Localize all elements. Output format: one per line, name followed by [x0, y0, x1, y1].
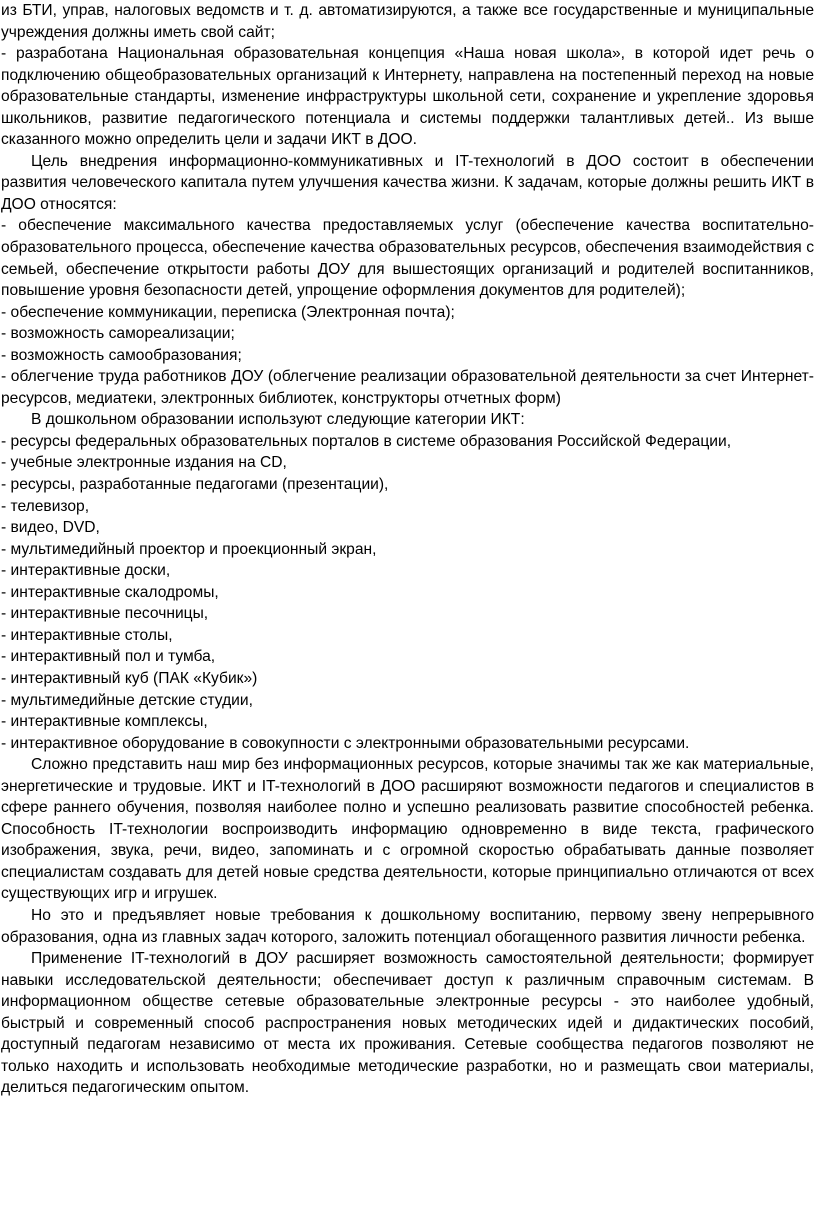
list-item-quality: - обеспечение максимального качества предоставляемых услуг (обеспечение качества воспитательно-образовательного процесса, обеспечение качества образовательных ресурсов, обеспечения взаимодействия с семьей, обеспечение открытости работы ДОУ для вышестоящих организаций и родителей воспитанников, повышение уровня безопасности детей, упрощение оформления документов для родителей);: [1, 217, 814, 300]
list-item-self-realization: - возможность самореализации;: [1, 325, 235, 343]
list-item-federal-portals: - ресурсы федеральных образовательных порталов в системе образования Российской Федерации,: [1, 432, 732, 450]
list-item-cube: - интерактивный куб (ПАК «Кубик»): [1, 669, 258, 687]
paragraph-intro-continuation: из БТИ, управ, налоговых ведомств и т. д. автоматизируются, а также все государственные и муниципальные учреждения должны иметь свой сайт;: [1, 2, 814, 41]
list-item-communication: - обеспечение коммуникации, переписка (Электронная почта);: [1, 303, 455, 321]
paragraph-school-concept: - разработана Национальная образовательная концепция «Наша новая школа», в которой идет речь о подключению общеобразовательных организаций к Интернету, направлена на постепенный переход на новые образовательные стандарты, изменение инфраструктуры школьной сети, сохранение и укрепление здоровья школьников, развитие педагогического потенциала и системы поддержки талантливых детей.. Из выше сказанного можно определить цели и задачи ИКТ в ДОО.: [1, 45, 814, 149]
list-item-staff-work: - облегчение труда работников ДОУ (облегчение реализации образовательной деятельности за счет Интернет-ресурсов, медиатеки, электронных библиотек, конструкторы отчетных форм): [1, 368, 814, 407]
list-item-equipment: - интерактивное оборудование в совокупности с электронными образовательными ресурсами.: [1, 734, 690, 752]
list-item-boards: - интерактивные доски,: [1, 562, 171, 580]
list-item-self-education: - возможность самообразования;: [1, 346, 242, 364]
paragraph-goal: Цель внедрения информационно-коммуникативных и IT-технологий в ДОО состоит в обеспечении развития человеческого капитала путем улучшения качества жизни. К задачам, которые должны решить ИКТ в ДОО относятся:: [1, 152, 814, 213]
paragraph-information-resources: Сложно представить наш мир без информационных ресурсов, которые значимы так же как материальные, энергетические и трудовые. ИКТ и IT-технологий в ДОО расширяют возможности педагогов и специалистов в сфере раннего обучения, позволяя наиболее полно и успешно реализовать развитие способностей ребенка. Способность IT-технологии воспроизводить информацию одновременно в виде текста, графического изображения, звука, речи, видео, запоминать и с огромной скоростью обрабатывать данные позволяет специалистам создавать для детей новые средства деятельности, которые принципиально отличаются от всех существующих игр и игрушек.: [1, 756, 814, 903]
list-item-cd: - учебные электронные издания на CD,: [1, 454, 287, 472]
list-item-presentations: - ресурсы, разработанные педагогами (презентации),: [1, 476, 389, 494]
list-item-tables: - интерактивные столы,: [1, 626, 173, 644]
list-item-projector: - мультимедийный проектор и проекционный экран,: [1, 540, 377, 558]
list-item-video: - видео, DVD,: [1, 519, 100, 537]
list-item-complexes: - интерактивные комплексы,: [1, 713, 208, 731]
list-item-tv: - телевизор,: [1, 497, 90, 515]
list-item-climbing-walls: - интерактивные скалодромы,: [1, 583, 219, 601]
list-item-studios: - мультимедийные детские студии,: [1, 691, 253, 709]
paragraph-it-application: Применение IT-технологий в ДОУ расширяет возможность самостоятельной деятельности; формирует навыки исследовательской деятельности; обеспечивает доступ к различным справочным системам. В информационном обществе сетевые образовательные электронные ресурсы - это наиболее удобный, быстрый и современный способ распространения новых методических идей и дидактических пособий, доступный педагогам независимо от места их проживания. Сетевые сообщества педагогов позволяют не только находить и использовать необходимые методические разработки, но и размещать свои материалы, делиться педагогическим опытом.: [1, 950, 814, 1097]
paragraph-ict-categories: В дошкольном образовании используют следующие категории ИКТ:: [31, 411, 525, 429]
paragraph-new-requirements: Но это и предъявляет новые требования к дошкольному воспитанию, первому звену непрерывного образования, одна из главных задач которого, заложить потенциал обогащенного развития личности ребенка.: [1, 906, 814, 946]
list-item-sandboxes: - интерактивные песочницы,: [1, 605, 209, 623]
list-item-floor: - интерактивный пол и тумба,: [1, 648, 216, 666]
